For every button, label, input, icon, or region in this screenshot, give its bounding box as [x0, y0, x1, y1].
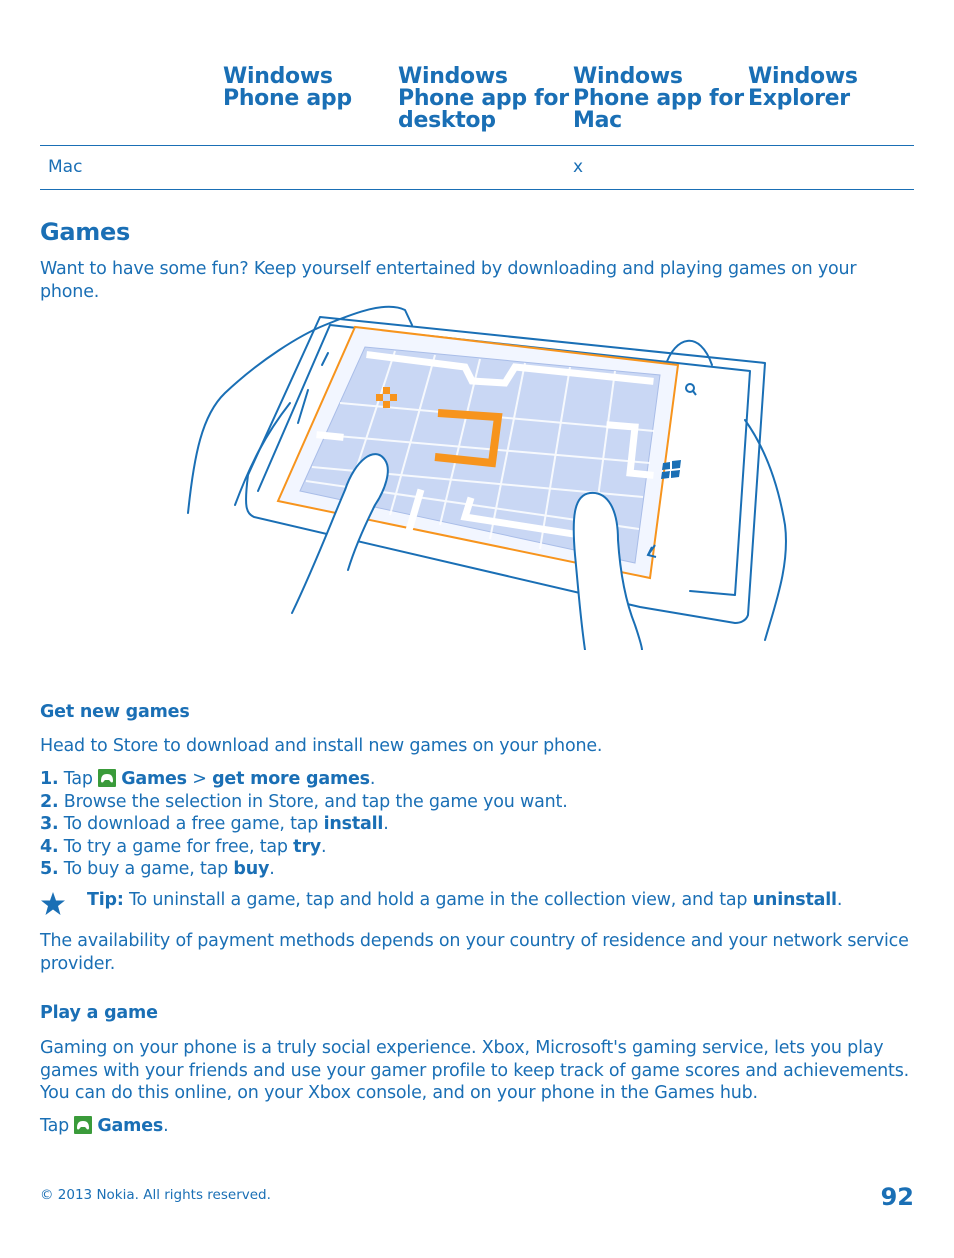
try-link[interactable]: try [293, 836, 321, 857]
games-intro: Want to have some fun? Keep yourself entertained by downloading and playing games on your phone. [40, 259, 857, 302]
buy-link[interactable]: buy [233, 859, 270, 879]
games-link-2[interactable]: Games [97, 1116, 164, 1136]
table-header-windows-phone-app-desktop: Windows Phone app for desktop [398, 64, 569, 133]
get-more-games-link[interactable]: get more games [212, 769, 370, 789]
step-1: 1. Tap Games > get more games. [40, 769, 376, 789]
step-2: 2. Browse the selection in Store, and tap the game you want. [40, 791, 568, 812]
step-3: 3. To download a free game, tap install. [40, 814, 389, 834]
table-header-windows-phone-app-mac: Windows Phone app for Mac [573, 64, 744, 133]
step-5: 5. To buy a game, tap buy. [40, 859, 275, 879]
games-hub-icon[interactable] [98, 769, 116, 787]
play-a-game-tap: Tap Games. [40, 1116, 169, 1136]
section-title-get-new-games: Get new games [40, 702, 190, 722]
table-rule-top [40, 145, 914, 146]
games-link[interactable]: Games [121, 769, 187, 789]
star-icon [40, 891, 66, 916]
table-rule-bottom [40, 189, 914, 190]
step-4: 4. To try a game for free, tap try. [40, 836, 327, 857]
table-header-windows-phone-app: Windows Phone app [223, 64, 352, 111]
table-row-mark: x [573, 157, 584, 177]
section-title-games: Games [40, 218, 130, 246]
games-hub-icon-2[interactable] [74, 1116, 92, 1134]
table-header-windows-explorer: Windows Explorer [748, 64, 858, 111]
tip-text: Tip: To uninstall a game, tap and hold a game in the collection view, and tap uninstall. [87, 890, 843, 910]
phone-game-illustration [180, 295, 800, 650]
availability-note: The availability of payment methods depends on your country of residence and your network service provider. [40, 931, 909, 974]
uninstall-link[interactable]: uninstall [752, 890, 837, 910]
page-number: 92 [880, 1183, 914, 1211]
install-link[interactable]: install [323, 814, 384, 834]
copyright: © 2013 Nokia. All rights reserved. [40, 1187, 271, 1203]
table-row-label: Mac [48, 157, 83, 177]
get-new-games-intro: Head to Store to download and install new games on your phone. [40, 736, 603, 756]
play-a-game-body: Gaming on your phone is a truly social experience. Xbox, Microsoft's gaming service, lets you play games with your friends and use your gamer profile to keep track of game scores and achievements. You can do this online, on your Xbox console, and on your phone in the Games hub. [40, 1038, 909, 1103]
search-icon [686, 384, 696, 395]
section-title-play-a-game: Play a game [40, 1003, 158, 1023]
steps-list [40, 768, 568, 881]
